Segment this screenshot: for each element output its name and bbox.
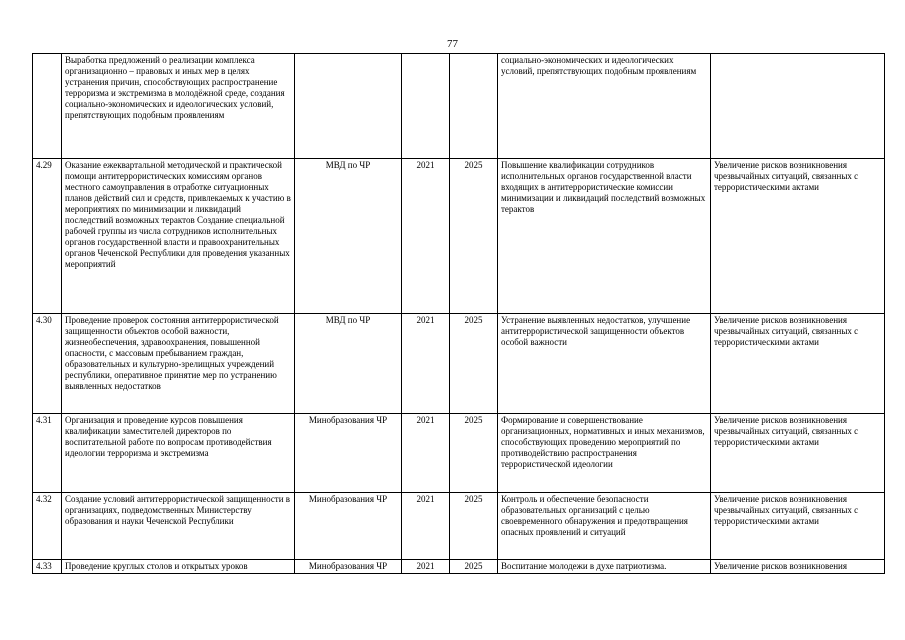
risk-cell: Увеличение рисков возникновения чрезвычайных ситуаций, связанных с террористическими актами [711,493,885,560]
measure-cell: Оказание ежеквартальной методической и практической помощи антитеррористических комиссиям органов местного самоуправления в отработке ситуационных планов действий сил и средств, привлекаемых к участию в мероприятиях по минимизации и ликвидаций последствий возможных терактов Создание специальной рабочей группы из числа сотрудников исполнительных органов государственной власти и правоохранительных органов Чеченской Республики для проведения указанных мероприятий [62,159,295,314]
table-row [33,493,885,560]
row-number: 4.30 [33,314,62,414]
end-year-cell: 2025 [450,414,498,493]
start-year-cell: 2021 [402,414,450,493]
table-row [33,414,885,493]
risk-cell: Увеличение рисков возникновения [711,560,885,574]
page-number: 77 [447,38,458,50]
row-number: 4.32 [33,493,62,560]
executor-cell: Минобразования ЧР [295,414,402,493]
result-cell: Контроль и обеспечение безопасности образовательных организаций с целью своевременного обнаружения и предотвращения опасных проявлений и ситуаций [498,493,711,560]
measure-cell: Выработка предложений о реализации комплекса организационно – правовых и иных мер в целях устранения причин, способствующих распространение терроризма и экстремизма в молодёжной среде, создания социально-экономических и идеологических условий, препятствующих подобным проявлениям [62,54,295,159]
row-number: 4.29 [33,159,62,314]
risk-cell [711,54,885,159]
executor-cell [295,54,402,159]
start-year-cell: 2021 [402,560,450,574]
risk-cell: Увеличение рисков возникновения чрезвычайных ситуаций, связанных с террористическими актами [711,414,885,493]
executor-cell: МВД по ЧР [295,314,402,414]
end-year-cell: 2025 [450,159,498,314]
risk-cell: Увеличение рисков возникновения чрезвычайных ситуаций, связанных с террористическими актами [711,314,885,414]
table-row [33,159,885,314]
start-year-cell: 2021 [402,159,450,314]
result-cell: социально-экономических и идеологических условий, препятствующих подобным проявлениям [498,54,711,159]
table-row [33,314,885,414]
measure-cell: Проведение проверок состояния антитеррористической защищенности объектов особой важности, жизнеобеспечения, здравоохранения, повышенной опасности, с массовым пребыванием граждан, образовательных и культурно-зрелищных учреждений республики, оперативное принятие мер по устранению выявленных недостатков [62,314,295,414]
result-cell: Устранение выявленных недостатков, улучшение антитеррористической защищенности объектов особой важности [498,314,711,414]
row-number: 4.33 [33,560,62,574]
result-cell: Формирование и совершенствование организационных, нормативных и иных механизмов, способствующих проведению мероприятий по противодействию распространения террористической идеологии [498,414,711,493]
row-number: 4.31 [33,414,62,493]
start-year-cell: 2021 [402,314,450,414]
measure-cell: Проведение круглых столов и открытых уроков [62,560,295,574]
result-cell: Повышение квалификации сотрудников исполнительных органов государственной власти входящих в антитеррористические комиссии минимизации и ликвидаций последствий возможных терактов [498,159,711,314]
measure-cell: Организация и проведение курсов повышения квалификации заместителей директоров по воспитательной работе по вопросам противодействия идеологии терроризма и экстремизма [62,414,295,493]
end-year-cell: 2025 [450,314,498,414]
end-year-cell [450,54,498,159]
end-year-cell: 2025 [450,560,498,574]
table-row [33,54,885,159]
result-cell: Воспитание молодежи в духе патриотизма. [498,560,711,574]
executor-cell: Минобразования ЧР [295,493,402,560]
executor-cell: МВД по ЧР [295,159,402,314]
start-year-cell: 2021 [402,493,450,560]
executor-cell: Минобразования ЧР [295,560,402,574]
measure-cell: Создание условий антитеррористической защищенности в организациях, подведомственных Министерству образования и науки Чеченской Республики [62,493,295,560]
start-year-cell [402,54,450,159]
table-row [33,560,885,574]
measures-table [32,53,885,574]
end-year-cell: 2025 [450,493,498,560]
risk-cell: Увеличение рисков возникновения чрезвычайных ситуаций, связанных с террористическими актами [711,159,885,314]
row-number [33,54,62,159]
